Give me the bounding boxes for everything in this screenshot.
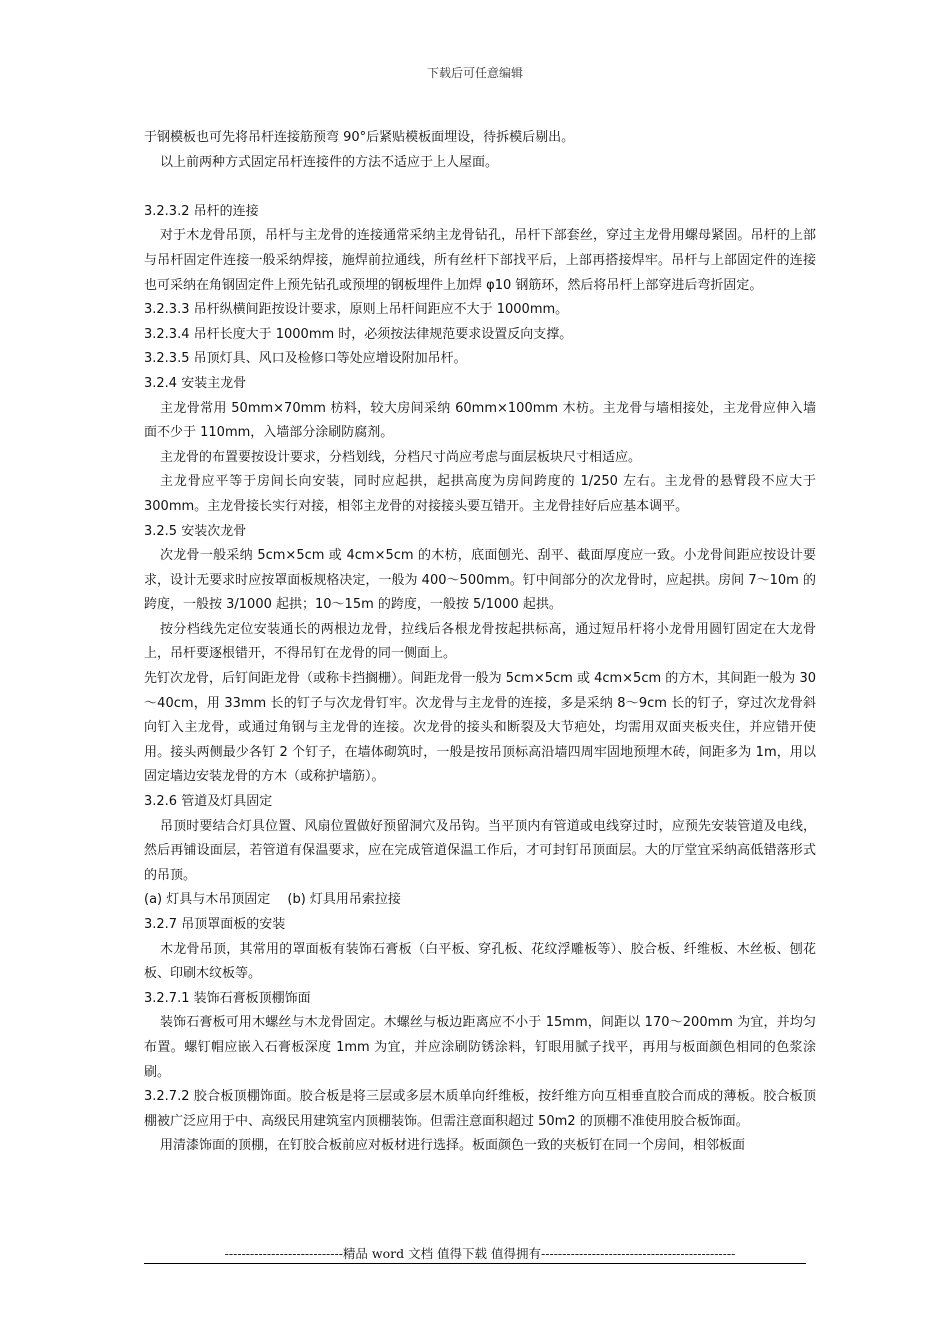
paragraph: 以上前两种方式固定吊杆连接件的方法不适应于上人屋面。 (160, 154, 499, 170)
paragraph: 3.2.4 安装主龙骨 (144, 375, 247, 391)
paragraph: 3.2.5 安装次龙骨 (144, 523, 247, 539)
blank-line (144, 175, 816, 200)
paragraph: 3.2.7.1 装饰石膏板顶棚饰面 (144, 990, 311, 1006)
paragraph: 3.2.7.2 胶合板顶棚饰面。胶合板是将三层或多层木质单向纤维板，按纤维方向互相垂直胶合而成的薄板。胶合板顶棚被广泛应用于中、高级民用建筑室内顶棚装饰。但需注意面积超过 50m2 的顶棚不准使用胶合板饰面。 (144, 1089, 816, 1129)
paragraph: 次龙骨一般采纳 5cm×5cm 或 4cm×5cm 的木枋，底面刨光、刮平、截面厚度应一致。小龙骨间距应按设计要求，设计无要求时应按罩面板规格决定，一般为 400～500mm。钉中间部分的次龙骨时，应起拱。房间 7～10m 的跨度，一般按 3/1000 起拱；10～15m 的跨度，一般按 5/1000 起拱。 (144, 548, 816, 613)
paragraph: 按分档线先定位安装通长的两根边龙骨，拉线后各根龙骨按起拱标高，通过短吊杆将小龙骨用圆钉固定在大龙骨上，吊杆要逐根错开，不得吊钉在龙骨的同一侧面上。 (144, 621, 816, 662)
paragraph: 木龙骨吊顶，其常用的罩面板有装饰石膏板（白平板、穿孔板、花纹浮雕板等）、胶合板、纤维板、木丝板、刨花板、印刷木纹板等。 (144, 941, 816, 982)
paragraph: 3.2.3.3 吊杆纵横间距按设计要求，原则上吊杆间距应不大于 1000mm。 (144, 302, 569, 318)
paragraph: 3.2.6 管道及灯具固定 (144, 794, 273, 810)
page-header: 下载后可任意编辑 (426, 66, 523, 80)
paragraph: 3.2.3.5 吊顶灯具、风口及检修口等处应增设附加吊杆。 (144, 351, 467, 367)
paragraph: 3.2.3.2 吊杆的连接 (144, 203, 259, 219)
paragraph: 对于木龙骨吊顶，吊杆与主龙骨的连接通常采纳主龙骨钻孔，吊杆下部套丝，穿过主龙骨用螺母紧固。吊杆的上部与吊杆固定件连接一般采纳焊接，施焊前拉通线，所有丝杆下部找平后，上部再搭接焊牢。吊杆与上部固定件的连接也可采纳在角钢固定件上预先钻孔或预埋的钢板埋件上加焊 φ10 钢筋环，然后将吊杆上部穿进后弯折固定。 (144, 228, 816, 293)
paragraph: 3.2.7 吊顶罩面板的安装 (144, 917, 286, 932)
paragraph: 装饰石膏板可用木螺丝与木龙骨固定。木螺丝与板边距离应不小于 15mm，间距以 170～200mm 为宜，并均匀布置。螺钉帽应嵌入石膏板深度 1mm 为宜，并应涂刷防锈涂料，钉眼用腻子找平，再用与板面颜色相同的色浆涂刷。 (144, 1015, 816, 1080)
paragraph: 于钢模板也可先将吊杆连接筋预弯 90°后紧贴模板面埋设，待拆模后剔出。 (144, 130, 575, 145)
footer-rule (144, 1263, 806, 1264)
paragraph: 吊顶时要结合灯具位置、风扇位置做好预留洞穴及吊钩。当平顶内有管道或电线穿过时，应预先安装管道及电线，然后再铺设面层，若管道有保温要求，应在完成管道保温工作后，才可封钉吊顶面层。大的厅堂宜采纳高低错落形式的吊顶。 (144, 818, 816, 883)
paragraph: 先钉次龙骨，后钉间距龙骨（或称卡挡搁栅）。间距龙骨一般为 5cm×5cm 或 4cm×5cm 的方木，其间距一般为 30～40cm，用 33mm 长的钉子与次龙骨钉牢。次龙骨与主龙骨的连接，多是采纳 8～9cm 长的钉子，穿过次龙骨斜向钉入主龙骨，或通过角钢与主龙骨的连接。次龙骨的接头和断裂及大节疤处，均需用双面夹板夹住，并应错开使用。接头两侧最少各钉 2 个钉子，在墙体砌筑时，一般是按吊顶标高沿墙四周牢固地预埋木砖，间距多为 1m，用以固定墙边安装龙骨的方木（或称护墙筋）。 (144, 671, 816, 785)
paragraph: 用清漆饰面的顶棚，在钉胶合板前应对板材进行选择。板面颜色一致的夹板钉在同一个房间，相邻板面 (160, 1138, 746, 1154)
paragraph: (a) 灯具与木吊顶固定 (b) 灯具用吊索拉接 (144, 892, 401, 908)
paragraph: 主龙骨应平等于房间长向安装，同时应起拱，起拱高度为房间跨度的 1/250 左右。主龙骨的悬臂段不应大于 300mm。主龙骨接长实行对接，相邻主龙骨的对接接头要互错开。主龙骨挂好后应基本调平。 (144, 474, 816, 514)
paragraph: 3.2.3.4 吊杆长度大于 1000mm 时，必须按法律规范要求设置反向支撑。 (144, 326, 573, 342)
paragraph: 主龙骨的布置要按设计要求，分档划线，分档尺寸尚应考虑与面层板块尺寸相适应。 (160, 449, 642, 465)
paragraph: 主龙骨常用 50mm×70mm 枋料，较大房间采纳 60mm×100mm 木枋。主龙骨与墙相接处，主龙骨应伸入墙面不少于 110mm，入墙部分涂刷防腐剂。 (144, 400, 816, 441)
page-footer: ----------------------------精品 word 文档 值得下载 值得拥有---------------------------------------------- (224, 1246, 736, 1261)
document-body (144, 126, 816, 1159)
